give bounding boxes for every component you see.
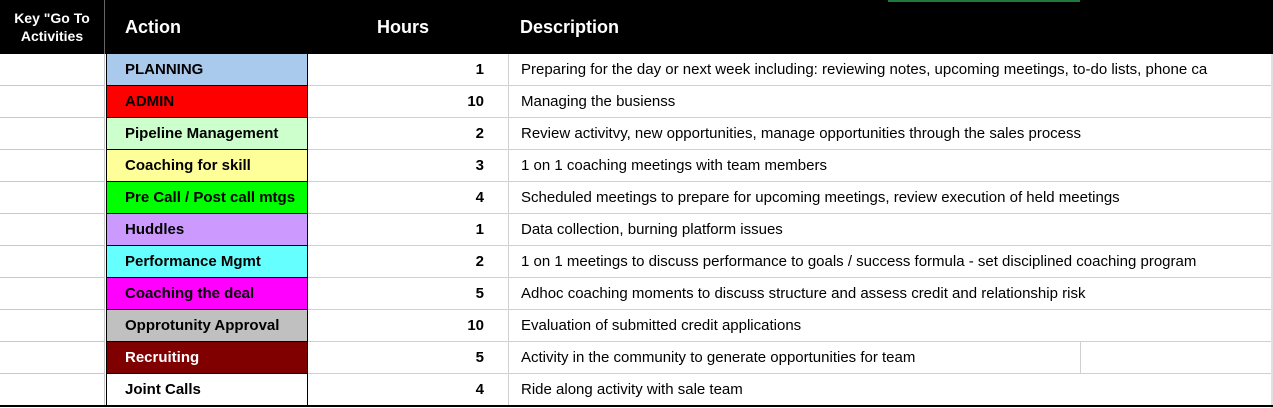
key-cell[interactable]	[0, 278, 105, 310]
table-bottom-border	[0, 405, 1273, 407]
action-cell[interactable]: Opprotunity Approval	[106, 310, 308, 342]
description-cell[interactable]: 1 on 1 meetings to discuss performance to goals / success formula - set disciplined coaching program	[508, 246, 1273, 278]
table-row	[0, 342, 1273, 374]
table-row	[0, 54, 1273, 86]
key-cell[interactable]	[0, 310, 105, 342]
table-row	[0, 310, 1273, 342]
hours-cell[interactable]: 1	[475, 61, 484, 78]
description-cell[interactable]: Adhoc coaching moments to discuss structure and assess credit and relationship risk	[508, 278, 1273, 310]
table-row	[0, 278, 1273, 310]
action-cell[interactable]: Performance Mgmt	[106, 246, 308, 278]
key-cell[interactable]	[0, 246, 105, 278]
key-cell[interactable]	[0, 214, 105, 246]
hours-cell[interactable]: 2	[475, 125, 484, 142]
header-hours-cell[interactable]: Hours	[377, 16, 430, 37]
action-cell[interactable]: Recruiting	[106, 342, 308, 374]
description-cell[interactable]: Activity in the community to generate opportunities for team	[508, 342, 1273, 374]
header-key-cell[interactable]: Key "Go To Activities	[0, 0, 105, 54]
action-cell[interactable]: Huddles	[106, 214, 308, 246]
table-row	[0, 118, 1273, 150]
header-action-cell[interactable]: Action	[125, 16, 181, 37]
key-cell[interactable]	[0, 150, 105, 182]
selection-accent	[888, 0, 1080, 2]
description-cell[interactable]: Managing the busienss	[508, 86, 1273, 118]
hours-cell[interactable]: 10	[467, 93, 484, 110]
description-cell[interactable]: Preparing for the day or next week including: reviewing notes, upcoming meetings, to-do lists, phone ca	[508, 54, 1273, 86]
cell-divider	[1080, 342, 1081, 374]
action-cell[interactable]: PLANNING	[106, 54, 308, 86]
description-cell[interactable]: 1 on 1 coaching meetings with team members	[508, 150, 1273, 182]
table-row	[0, 86, 1273, 118]
hours-cell[interactable]: 4	[475, 189, 484, 206]
table-row	[0, 150, 1273, 182]
table-row	[0, 246, 1273, 278]
action-cell[interactable]: ADMIN	[106, 86, 308, 118]
table-header	[0, 0, 1273, 54]
action-cell[interactable]: Pipeline Management	[106, 118, 308, 150]
table-row	[0, 214, 1273, 246]
header-description-cell[interactable]: Description	[520, 16, 620, 37]
key-cell[interactable]	[0, 342, 105, 374]
key-cell[interactable]	[0, 118, 105, 150]
hours-cell[interactable]: 5	[475, 285, 484, 302]
description-cell[interactable]: Scheduled meetings to prepare for upcoming meetings, review execution of held meetings	[508, 182, 1273, 214]
description-cell[interactable]: Evaluation of submitted credit applications	[508, 310, 1273, 342]
action-cell[interactable]: Pre Call / Post call mtgs	[106, 182, 308, 214]
hours-cell[interactable]: 5	[475, 349, 484, 366]
description-cell[interactable]: Review activitvy, new opportunities, manage opportunities through the sales process	[508, 118, 1273, 150]
action-cell[interactable]: Joint Calls	[106, 374, 308, 406]
hours-cell[interactable]: 4	[475, 381, 484, 398]
hours-cell[interactable]: 3	[475, 157, 484, 174]
table-row	[0, 374, 1273, 406]
key-cell[interactable]	[0, 86, 105, 118]
action-cell[interactable]: Coaching for skill	[106, 150, 308, 182]
hours-cell[interactable]: 10	[467, 317, 484, 334]
action-cell[interactable]: Coaching the deal	[106, 278, 308, 310]
hours-cell[interactable]: 2	[475, 253, 484, 270]
hours-cell[interactable]: 1	[475, 221, 484, 238]
table-row	[0, 182, 1273, 214]
key-cell[interactable]	[0, 374, 105, 406]
key-cell[interactable]	[0, 54, 105, 86]
description-cell[interactable]: Data collection, burning platform issues	[508, 214, 1273, 246]
description-cell[interactable]: Ride along activity with sale team	[508, 374, 1273, 406]
key-cell[interactable]	[0, 182, 105, 214]
